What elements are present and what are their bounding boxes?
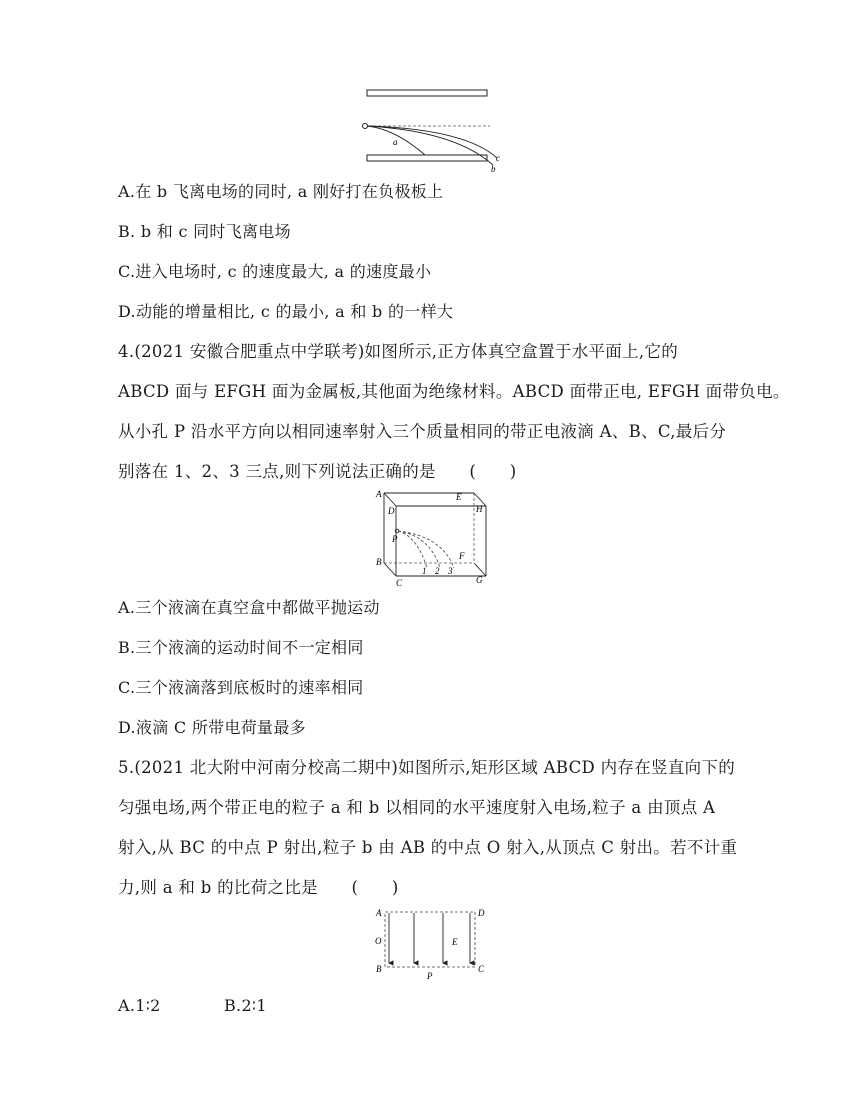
label-c: c (496, 153, 500, 163)
label-F: F (459, 551, 465, 561)
q3-figure (355, 85, 515, 180)
parallel-plates-diagram (355, 85, 515, 180)
label-B: B (376, 964, 382, 974)
q4-stem-line-1: 4.(2021 安徽合肥重点中学联考)如图所示,正方体真空盒置于水平面上,它的 (118, 342, 679, 361)
q5-figure (370, 905, 495, 985)
label-3: 3 (448, 566, 453, 576)
q5-stem-line-4: 力,则 a 和 b 的比荷之比是 ( ) (118, 878, 399, 897)
label-P: P (392, 534, 398, 544)
label-a: a (393, 137, 398, 147)
q5-option-a: A.1∶2 (118, 996, 161, 1015)
label-B: B (376, 557, 382, 567)
label-A: A (376, 489, 382, 499)
label-C: C (396, 578, 403, 588)
label-P: P (427, 971, 433, 981)
label-1: 1 (422, 566, 427, 576)
q4-option-d: D.液滴 C 所带电荷量最多 (118, 718, 306, 737)
q5-options (118, 994, 267, 1018)
q3-option-a: A.在 b 飞离电场的同时, a 刚好打在负极板上 (118, 182, 444, 201)
q4-stem-line-4: 别落在 1、2、3 三点,则下列说法正确的是 ( ) (118, 462, 517, 481)
q5-stem-line-3: 射入,从 BC 的中点 P 射出,粒子 b 由 AB 的中点 O 射入,从顶点 C 射出。若不计重 (118, 838, 738, 857)
label-A: A (376, 908, 382, 918)
label-D: D (388, 506, 395, 516)
label-E: E (456, 492, 462, 502)
label-H: H (476, 504, 483, 514)
q3-option-c: C.进入电场时, c 的速度最大, a 的速度最小 (118, 262, 432, 281)
cube-diagram (372, 488, 492, 590)
label-O: O (375, 936, 382, 946)
label-E: E (452, 937, 458, 947)
q3-option-d: D.动能的增量相比, c 的最小, a 和 b 的一样大 (118, 302, 454, 321)
label-G: G (476, 575, 483, 585)
q4-stem-line-2: ABCD 面与 EFGH 面为金属板,其他面为绝缘材料。ABCD 面带正电, EFGH 面带负电。 (118, 382, 790, 401)
q3-option-b: B. b 和 c 同时飞离电场 (118, 222, 291, 241)
q4-option-b: B.三个液滴的运动时间不一定相同 (118, 638, 364, 657)
label-2: 2 (435, 566, 440, 576)
q4-option-c: C.三个液滴落到底板时的速率相同 (118, 678, 364, 697)
label-C: C (478, 964, 485, 974)
q5-option-b: B.2∶1 (224, 996, 267, 1015)
rectangle-field-diagram (370, 905, 495, 985)
q5-stem-line-1: 5.(2021 北大附中河南分校高二期中)如图所示,矩形区域 ABCD 内存在竖直向下的 (118, 758, 735, 777)
q4-option-a: A.三个液滴在真空盒中都做平抛运动 (118, 598, 380, 617)
q5-stem-line-2: 匀强电场,两个带正电的粒子 a 和 b 以相同的水平速度射入电场,粒子 a 由顶点 A (118, 798, 716, 817)
q4-stem-line-3: 从小孔 P 沿水平方向以相同速率射入三个质量相同的带正电液滴 A、B、C,最后分 (118, 422, 727, 441)
label-b: b (491, 164, 496, 174)
q4-figure (372, 488, 492, 590)
label-D: D (478, 908, 485, 918)
